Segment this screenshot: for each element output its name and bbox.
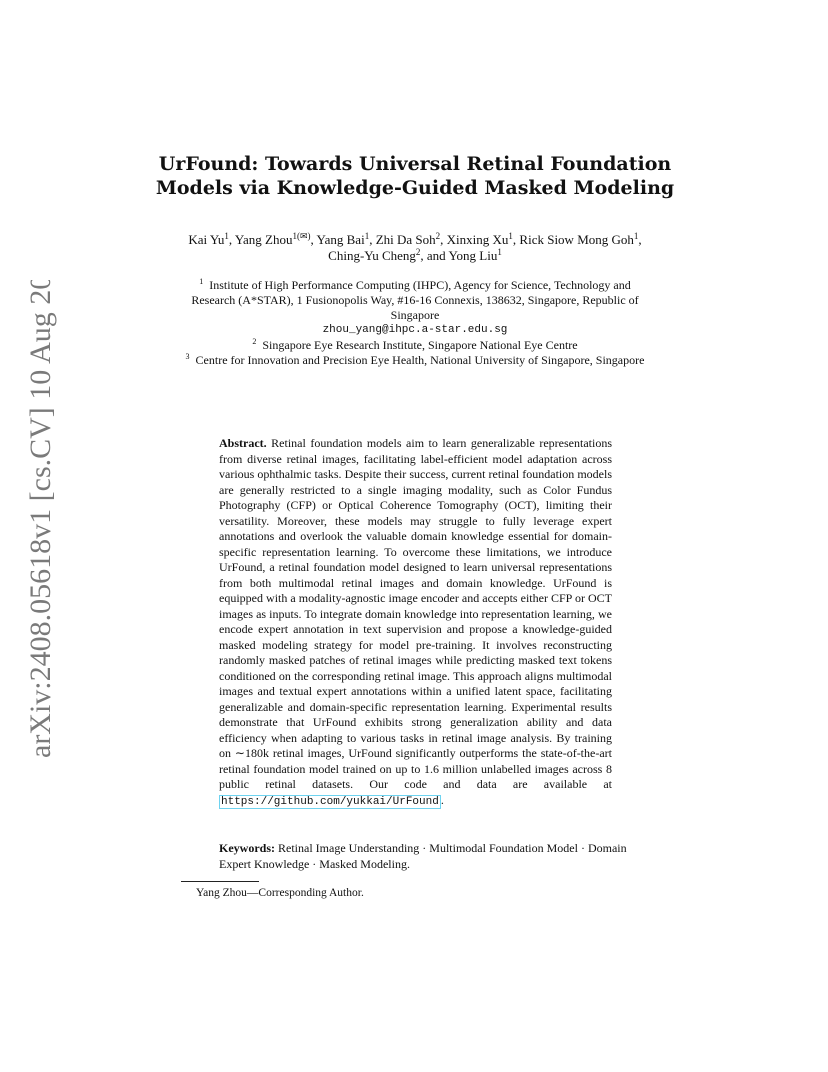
title-line-1: UrFound: Towards Universal Retinal Foundation: [158, 153, 672, 175]
author-separator: ,: [310, 232, 317, 247]
author-name: Yong Liu: [448, 248, 498, 263]
author-affiliation-marker: 2: [415, 247, 421, 257]
abstract-section: [219, 436, 612, 810]
author-name: Yang Bai: [316, 232, 365, 247]
affiliation-2-number: 2: [252, 337, 257, 346]
footnote-rule: [181, 881, 259, 882]
author-separator: , and: [420, 248, 449, 263]
affiliation-1: [180, 278, 650, 323]
affiliation-2-text: Singapore Eye Research Institute, Singapore National Eye Centre: [262, 338, 578, 352]
affiliation-1-number: 1: [199, 277, 204, 286]
affiliation-3-number: 3: [185, 352, 190, 361]
author-separator: ,: [440, 232, 447, 247]
affiliation-2: [180, 338, 650, 353]
author-affiliation-marker: 2: [435, 231, 441, 241]
affiliations: [180, 278, 650, 368]
keywords-text: Retinal Image Understanding · Multimodal Foundation Model · Domain Expert Knowledge · Masked Modeling.: [219, 841, 627, 871]
affiliation-3-text: Centre for Innovation and Precision Eye Health, National University of Singapore, Singapore: [195, 353, 645, 367]
title-line-2: Models via Knowledge-Guided Masked Modeling: [155, 177, 675, 199]
author-name: Ching-Yu Cheng: [328, 248, 416, 263]
author-list: [180, 232, 650, 264]
author-separator: ,: [228, 232, 235, 247]
author-name: Kai Yu: [188, 232, 225, 247]
affiliation-3: [180, 353, 650, 368]
author-affiliation-marker: 1: [497, 247, 502, 257]
abstract-end: .: [440, 792, 444, 807]
corresponding-email[interactable]: zhou_yang@ihpc.a-star.edu.sg: [322, 324, 508, 336]
abstract-body: Retinal foundation models aim to learn generalizable representations from diverse retinal images, facilitating label-efficient model adaptation across various ophthalmic tasks. Despite their success, current retinal foundation models are generally restricted to a single imaging modality, such as Color Fundus Photography (CFP) or Optical Coherence Tomography (OCT), limiting their versatility. Moreover, these models may struggle to fully leverage expert annotations and overlook the valuable domain knowledge essential for domain-specific representation learning. To overcome these limitations, we introduce UrFound, a retinal foundation model designed to learn universal representations from both multimodal retinal images and domain knowledge. UrFound is equipped with a modality-agnostic image encoder and accepts either CFP or OCT images as inputs. To integrate domain knowledge into representation learning, we encode expert annotation in text supervision and propose a knowledge-guided masked modeling strategy for model pre-training. It involves reconstructing randomly masked patches of retinal images while predicting masked text tokens conditioned on the corresponding retinal image. This approach aligns multimodal images and textual expert annotations within a unified latent space, facilitating generalizable and domain-specific representation learning. Experimental results demonstrate that UrFound exhibits strong generalization ability and data efficiency when adapting to various tasks in retinal image analysis. By training on ∼180k retinal images, UrFound significantly outperforms the state-of-the-art retinal foundation model trained on up to 1.6 million unlabelled images across 8 public retinal datasets. Our code and data are available at: [219, 436, 612, 791]
paper-title: [150, 152, 680, 200]
arxiv-stamp-svg: [19, 280, 59, 760]
arxiv-identifier-stamp: [19, 280, 59, 760]
author-affiliation-marker: 1: [633, 231, 639, 241]
arxiv-stamp-text: arXiv:2408.05618v1 [cs.CV] 10 Aug 2024: [24, 280, 57, 758]
author-name: Rick Siow Mong Goh: [519, 232, 634, 247]
author-separator: ,: [638, 232, 642, 247]
author-separator: ,: [369, 232, 376, 247]
affiliation-1-text: Institute of High Performance Computing (IHPC), Agency for Science, Technology and Research (A*STAR), 1 Fusionopolis Way, #16-16 Connexis, 138632, Singapore, Republic of Singapore: [191, 278, 639, 322]
keywords-heading: Keywords:: [219, 841, 275, 855]
author-name: Yang Zhou: [234, 232, 293, 247]
corresponding-author-footnote: Yang Zhou—Corresponding Author.: [196, 887, 364, 899]
author-separator: ,: [512, 232, 520, 247]
abstract-heading: Abstract.: [219, 436, 267, 450]
author-affiliation-marker: 1: [224, 231, 229, 241]
author-name: Zhi Da Soh: [375, 232, 436, 247]
author-affiliation-marker: 1: [364, 231, 370, 241]
author-affiliation-marker: 1(✉): [292, 231, 311, 241]
author-name: Xinxing Xu: [446, 232, 509, 247]
code-repository-link[interactable]: https://github.com/yukkai/UrFound: [221, 795, 439, 808]
keywords-section: [219, 840, 629, 872]
author-affiliation-marker: 1: [508, 231, 513, 241]
